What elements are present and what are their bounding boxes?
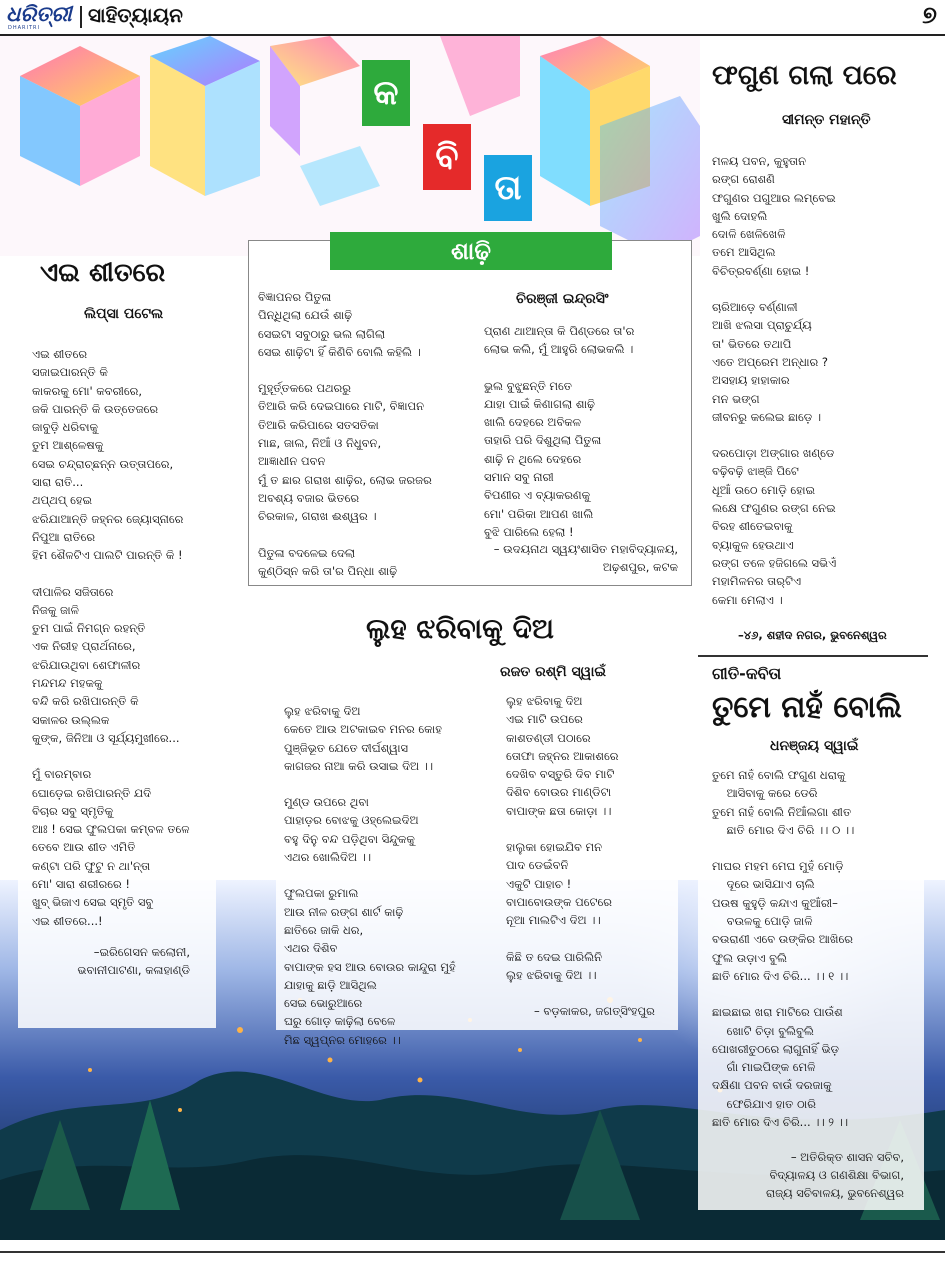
poem-line: ପୁଞ୍ଜିଭୂତ ଯେତେ ଦୀର୍ଘଶ୍ୱାସ <box>284 740 408 755</box>
poem-line: ପିନ୍ଧିଥିଲା ଯେଉଁ ଶାଢ଼ି <box>258 308 353 323</box>
poem-line: ବିପଣୀର ଏ ବ୍ୟାକରଣକୁ <box>484 488 591 503</box>
poem-line: କେତେ ଆଉ ଅଟକାଇବ ମନର କୋହ <box>284 722 442 737</box>
poem-line: ଧୂଆଁ ଉଠେ ମୋଡ଼ି ହୋଇ <box>712 482 816 497</box>
poem-line: ଝରିଯାଉଥିବା ଶେଫାଳୀର <box>32 657 141 672</box>
poem-line: ମାଛ, ଜାଲ, ନିଆଁ ଓ ନିଧୁବନ, <box>258 436 382 451</box>
poem-line: ବିଜ୍ଞାପନର ପିତୁଳା <box>258 290 332 304</box>
poem-line: ଦିଶିବ ବୋଉର ମାଣ୍ଡିଟା <box>506 785 612 800</box>
stanza <box>32 345 190 565</box>
poem-line: ଜାବୁଡ଼ି ଧରିବାକୁ <box>32 420 99 435</box>
poem-shadi-author: ଚିରଞ୍ଜୀ ଇନ୍ଦ୍ରସିଂ <box>516 291 609 307</box>
poem-line: ଖାଲି ଦେହରେ ଅବିକଳ <box>484 415 582 430</box>
poem-line: ଆଜ୍ଞାଧୀନ ପବନ <box>258 454 326 469</box>
stanza <box>712 444 836 609</box>
poem-line: ଖୁଲି ଦୋହଲି <box>712 208 768 223</box>
poem-luha-title: ଲୁହ ଝରିବାକୁ ଦିଅ <box>366 612 554 645</box>
stanza <box>712 152 836 280</box>
poem-line: ଦୀପାଳିର ସଜିତାରେ <box>32 584 114 599</box>
poem-line: ଜକି ପାରନ୍ତି କି ଉତ୍ତେଜରେ <box>32 401 159 416</box>
poem-line: ନୂଆ ମାଲଟିଏ ଦିଅ ।। <box>506 913 601 928</box>
poem-line: ସେଇ ଶାଢ଼ିଟା ହିଁ କିଣିବି ବୋଲି କହିଲି । <box>258 344 421 359</box>
newspaper-logo-subtitle: DHARITRI <box>8 25 40 31</box>
poem-line: ପାହାଡ଼ର ବୋଝକୁ ଓହ୍ଲେଇଦିଅ <box>284 813 419 828</box>
poem-line: ତେବେ ଆଉ ଶୀତ ଏମିତି <box>32 840 136 855</box>
stanza <box>484 322 634 359</box>
poem-line: ତୁମ ଆଶ୍ଳେଷକୁ <box>32 438 104 453</box>
poem-line: ବାପାଙ୍କ ଛତା କୋଡ଼ା ।। <box>506 803 612 818</box>
address-line: –ଇରିଗେସନ କଲୋନୀ, <box>93 945 190 959</box>
poem-line: ଏତେ ଅପ୍ରେମ ଅନ୍ଧାର ? <box>712 354 828 369</box>
poem-line: ଏଇ ଶୀତରେ...! <box>32 913 103 928</box>
poem-line: ଯାହା ପାଇଁ କିଣାଗଲା ଶାଢ଼ି <box>484 396 595 411</box>
poem-line: ଛାତି ମୋର ଦିଏ ଚିରି ।। ୦ ।। <box>712 822 855 837</box>
poem-left-address <box>40 943 190 979</box>
address-line: – ଅତିରିକ୍ତ ଶାସନ ସଚିବ, <box>790 1150 904 1164</box>
poem-line: କୁଣ୍ଠିସ୍ନ କରି ତା'ର ପିନ୍ଧା ଶାଢ଼ି <box>258 563 398 578</box>
poem-left-title: ଏଇ ଶୀତରେ <box>40 258 166 288</box>
poem-line: କାକରକୁ ମୋ' କବରୀରେ, <box>32 383 142 398</box>
poem-line: କାଶତଣ୍ଡୀ ପଠାରେ <box>506 730 591 745</box>
poem-line: କଣ୍ଟା ପରି ଫୁଟୁ ନ ଥା'ନ୍ତା <box>32 858 151 873</box>
poem-line: ଲୁହ ଝରିବାକୁ ଦିଅ <box>506 694 583 708</box>
section-divider <box>698 655 928 657</box>
poem-line: କିଛି ତ ଦେଇ ପାରିଲିନି <box>506 949 603 964</box>
poem-line: ବୁଝି ପାରିଲେ ହେଲା ! <box>484 524 574 539</box>
poem-line: ବିଚିତ୍ରବର୍ଣ୍ଣା ହୋଇ ! <box>712 263 810 278</box>
poem-left-author: ଲିପ୍‌ସା ପଟେଲ <box>84 306 164 322</box>
poem-line: ଆଖି ଝଲସା ପ୍ରାଚୁର୍ଯ୍ୟ <box>712 318 812 333</box>
poem-phaguna-address: –୪୬, ଶହୀଦ ନଗର, ଭୁବନେଶ୍ୱର <box>738 628 887 642</box>
newspaper-logo: ଧରିତ୍ରୀ <box>6 2 72 26</box>
poem-luha-column-2 <box>506 692 618 984</box>
poem-line: ପୋଖରୀତୁଠରେ ଲାଗୁନାହିଁ ଭିଡ଼ <box>712 1041 840 1056</box>
poem-line: କାଗଜର ନାଆ କରି ଉସାଇ ଦିଅ ।। <box>284 758 434 773</box>
poem-line: ବାପାଙ୍କ ହସ ଆଉ ବୋଉର କାନ୍ଦୁରା ମୁହଁ <box>284 959 456 974</box>
poem-line: ମନ ଭଙ୍ଗ <box>712 391 760 406</box>
stanza <box>258 544 432 581</box>
poem-line: ଝରିଯାଆନ୍ତି ଜହ୍ନର ଜ୍ୟୋସ୍ନାରେ <box>32 511 184 526</box>
poem-line: ଥପ୍‌ଥପ୍ ହେଇ <box>32 493 93 508</box>
kabita-badge-3: ତା <box>484 155 532 221</box>
poem-line: ଛାତିରେ ଜାକି ଧର, <box>284 922 364 937</box>
poem-line: ଫୁଲ ଉଡ଼ାଏ ବୁଲି <box>712 950 788 965</box>
stanza <box>284 702 456 775</box>
poem-line: ଆଉ ନୀଳ ରଙ୍ଗ ଶାର୍ଟ କାଢ଼ି <box>284 904 404 919</box>
poem-line: ଛାଇଛାଇ ଖରା ମାଟିରେ ପାଉଁଶ <box>712 1005 843 1020</box>
poem-line: ଲୋଭ କଲି, ମୁଁ ଆହୁରି ଲୋଭକଲି । <box>484 342 634 357</box>
poem-line: ଲୁହ ଝରିବାକୁ ଦିଅ ।। <box>506 967 597 982</box>
poem-line: କେମା ମେଲାଏ । <box>712 592 783 607</box>
kabita-badge-2: ବି <box>423 124 471 190</box>
stanza <box>258 379 432 525</box>
poem-tume-body <box>712 766 854 1131</box>
poem-line: ତିଆରି କରି ଦେଇପାରେ ମାଟି, ବିଜ୍ଞାପନ <box>258 399 425 414</box>
poem-line: ଅସହାୟ ହାହାକାର <box>712 373 790 388</box>
poem-line: ଛାତି ମୋର ଦିଏ ଚିରି... ।। ୧ ।। <box>712 968 849 983</box>
poem-line: ସଜାଇପାରନ୍ତି କି <box>32 365 108 380</box>
stanza <box>32 583 190 748</box>
address-line: ବିଦ୍ୟାଳୟ ଓ ଗଣଶିକ୍ଷା ବିଭାଗ, <box>769 1168 904 1182</box>
poem-line: କୁଙ୍କ, ଜିନିଆ ଓ ସୂର୍ଯ୍ୟମୁଖୀରେ... <box>32 730 180 745</box>
poem-line: ବଉରାଣୀ ଏବେ ଉଙ୍କିର ଆଖିରେ <box>712 932 853 947</box>
poem-shadi-address <box>470 540 678 576</box>
poem-tume-title: ତୁମେ ନାହଁ ବୋଲି <box>712 690 902 725</box>
poem-line: ପ୍ରାଣ ଥାଆନ୍ତା କି ପିଣ୍ଡରେ ତା'ର <box>484 324 635 338</box>
poem-line: ସମାନ ସବୁ ନାରୀ <box>484 470 554 485</box>
poem-line: ଗାଁ ମାଇପିଙ୍କ ମେଳି <box>712 1060 816 1075</box>
poem-line: ତୁମ ପାଇଁ ନିମଗ୍ନ ରହନ୍ତି <box>32 621 146 636</box>
poem-line: ଆଃ ! ସେଇ ଫୁଲପକା କମ୍ବଳ ତଳେ <box>32 822 190 837</box>
poem-line: ଜୀବନରୁ କଲେଇ ଛାଡ଼େ । <box>712 409 822 424</box>
poem-line: ସେଇଟା ସବୁଠାରୁ ଭଲ ଲାଗିଲା <box>258 326 386 341</box>
poem-line: ରଙ୍ଗ ରୋଶଣି <box>712 172 775 187</box>
poem-line: ଏଇ ମାଟି ଉପରେ <box>506 712 583 727</box>
stanza <box>712 298 836 426</box>
poem-line: ଫେରିଯାଏ ହାତ ଠାରି <box>712 1096 816 1111</box>
poem-line: ତିଆରି କରିପାରେ ସତସତିକା <box>258 417 379 432</box>
stanza <box>712 766 854 839</box>
header-divider <box>80 6 82 28</box>
stanza <box>284 884 456 1049</box>
section-title: ସାହିତ୍ୟାୟନ <box>88 3 183 27</box>
poem-line: ଏଥର ଦିଶିବ <box>284 941 338 956</box>
poem-line: ତୁମେ ନାହଁ ବୋଲି ନିଆଁଲଗା ଶୀତ <box>712 804 852 819</box>
stanza <box>32 765 190 930</box>
poem-line: ଏଥର ଖୋଲିଦିଅ ।। <box>284 850 372 865</box>
poem-line: ରଙ୍ଗ ତଳେ ହଜିଗଲେ ସଭିଏଁ <box>712 555 837 570</box>
poem-line: ମୁହୂର୍ତ୍ତକରେ ପଥରରୁ <box>258 381 351 396</box>
page-header <box>0 0 945 36</box>
address-line: ଅଢ଼ଶପୁର, କଟକ <box>602 560 678 574</box>
stanza <box>484 377 634 542</box>
poem-line: ବିରହ ଶୀତେଇବାକୁ <box>712 519 793 534</box>
poem-line: ନିଜକୁ ଜାଳି <box>32 602 79 617</box>
poem-line: ଫୁଲପକା ରୁମାଲ <box>284 886 359 901</box>
kabita-badge-1: କ <box>362 60 410 126</box>
poem-line: ଘୋଡ଼େଇ ରଖିପାରନ୍ତି ଯଦି <box>32 785 152 800</box>
poem-line: ଏକ ନିରୀହ ପ୍ରାର୍ଥନାରେ, <box>32 639 136 654</box>
poem-line: ଏକୁଟି ପାହାଚ ! <box>506 876 572 891</box>
poem-line: ବିଚାର ସବୁ ସ୍ମୃତିକୁ <box>32 803 114 818</box>
poem-line: ସାରା ରାତି... <box>32 475 84 490</box>
poem-phaguna-title: ଫଗୁଣ ଗଲା ପରେ <box>712 60 897 91</box>
poem-line: ଅବଶ୍ୟ ବଜାର ଭିତରେ <box>258 490 360 505</box>
stanza <box>506 692 618 820</box>
poem-line: ଏଇ ଶୀତରେ <box>32 347 88 361</box>
stanza <box>284 793 456 866</box>
poem-line: ପିତୁଳା ବଦଳେଇ ଦେଲା <box>258 545 356 560</box>
poem-luha-address: – ବଡ଼କାକର, ଜଗତ୍‌ସିଂହପୁର <box>534 1004 655 1018</box>
poem-line: ବନ୍ଦି କରି ରଖିପାରନ୍ତି କି <box>32 694 139 709</box>
page-bottom-rule <box>0 1251 945 1263</box>
poem-line: ତାହାରି ପରି ଦିଶୁଥିଲା ପିତୁଳା <box>484 433 602 448</box>
poem-line: ଭୁଲ ବୁଝୁଛନ୍ତି ମତେ <box>484 378 572 393</box>
poem-tume-kicker: ଗୀତି-କବିତା <box>712 664 782 683</box>
poem-line: ଚାରିଆଡ଼େ ବର୍ଣ୍ଣାଳୀ <box>712 300 798 315</box>
poem-line: ଦରପୋଡ଼ା ଅଙ୍ଗାର ଖଣ୍ଡେ <box>712 446 835 461</box>
poem-line: ମହାମିଳନର ତାର୍‌ଟିଏ <box>712 574 802 589</box>
poem-line: ଶାଢ଼ି ନ ଥିଲେ ଦେହରେ <box>484 451 582 466</box>
poem-line: ହାଲୁକା ହୋଇଯିବ ମନ <box>506 840 603 855</box>
poem-line: ଦୋଳି ଖେଳିଖେଳି <box>712 227 786 242</box>
poem-line: ଯାହାକୁ ଛାଡ଼ି ଆସିଥିଲ <box>284 977 377 992</box>
stanza <box>506 838 618 929</box>
stanza <box>712 1003 854 1131</box>
poem-line: ଲୁହ ଝରିବାକୁ ଦିଅ <box>284 704 361 718</box>
poem-line: ହିମ ଶୈଳଟିଏ ପାଲଟି ପାରନ୍ତି କି ! <box>32 548 183 563</box>
poem-left-body <box>32 345 190 930</box>
poem-line: ଛାତି ମୋର ଦିଏ ଚିରି... ।। ୨ ।। <box>712 1115 849 1130</box>
poem-line: ମୁଁ ବାରମ୍ବାର <box>32 767 92 782</box>
poem-line: ସକାଳର ଉଲ୍ଲକ <box>32 712 110 727</box>
decorative-cubes-art <box>0 36 700 256</box>
poem-line: ତୋଫା ଜହ୍ନର ଆକାଶରେ <box>506 748 619 763</box>
stanza <box>712 857 854 985</box>
poem-line: ସେଇ ଭୋରୁଆରେ <box>284 996 363 1011</box>
poem-line: ବ୍ୟାକୁଳ ହେଉଥାଏ <box>712 537 794 552</box>
poem-tume-address <box>718 1148 904 1202</box>
poem-line: ଦୂରେ ଭାସିଯାଏ ଚାଲି <box>712 877 815 892</box>
poem-tume-author: ଧନଞ୍ଜୟ ସ୍ୱାଇଁ <box>770 738 859 754</box>
poem-line: ନିପୁଆ ରାତିରେ <box>32 529 96 544</box>
poem-phaguna-author: ସୀମନ୍ତ ମହାନ୍ତି <box>782 112 871 128</box>
poem-shadi-column-1 <box>258 288 432 580</box>
poem-line: ଖୋଟି ଚିଡ଼ା ବୁଲିବୁଲି <box>712 1023 814 1038</box>
poem-shadi-title: ଶାଢ଼ି <box>330 232 612 270</box>
poem-line: ବାପାବୋଉଙ୍କ ପଟେରେ <box>506 894 612 909</box>
poem-luha-column-1 <box>284 702 456 1049</box>
poem-phaguna-body <box>712 152 836 609</box>
stanza <box>258 288 432 361</box>
poem-line: ଚିରକାଳ, ଗରାଖ ଈଶ୍ୱର । <box>258 509 377 524</box>
poem-line: ତା' ଭିତରେ ତଥାପି <box>712 336 792 351</box>
address-line: – ଉଦୟନାଥ ସ୍ୱୟଂଶାସିତ ମହାବିଦ୍ୟାଳୟ, <box>493 542 678 556</box>
stanza <box>506 948 618 985</box>
poem-line: ବଉଳକୁ ପୋଡ଼ି ଜାଳି <box>712 914 813 929</box>
poem-luha-author: ରଜତ ରଶ୍ମି ସ୍ୱାଇଁ <box>500 664 607 680</box>
poem-line: ମୋ' ସାରା ଶରୀରରେ ! <box>32 877 130 892</box>
poem-line: ଫଗୁଣର ପଗୁଆର ଲମ୍ବେଇ <box>712 190 836 205</box>
poem-line: ଆସିବାକୁ କରେ ଡେରି <box>712 786 818 801</box>
poem-line: ତୁମେ ନାହଁ ବୋଲି ଫଗୁଣ ଧରାକୁ <box>712 768 846 782</box>
poem-line: ମଳୟ ପବନ, କୁହୁତାନ <box>712 154 806 168</box>
poem-line: ଲକ୍ଷେ ଫଗୁଣର ରଙ୍ଗ ନେଇ <box>712 501 836 516</box>
address-line: ରାଜ୍ୟ ସଚିବାଳୟ, ଭୁବନେଶ୍ୱର <box>765 1186 904 1200</box>
poem-line: ମାଘର ମହମ ମେଘ ମୁହଁ ମୋଡ଼ି <box>712 859 844 874</box>
poem-line: ମୋ' ପରିକା ଆପଣ ଖାଲି <box>484 506 594 521</box>
address-line: ଭବାନୀପାଟଣା, କଳାହାଣ୍ଡି <box>77 963 190 977</box>
poem-line: ତମେ ଆସିଥିଲ <box>712 245 776 260</box>
poem-line: ମୁଣ୍ଡ ଉପରେ ଥିବା <box>284 795 369 810</box>
poem-line: ଘରୁ ଗୋଡ଼ କାଢ଼ିଲା ବେଳେ <box>284 1014 396 1029</box>
poem-line: ମନ୍ଦମନ୍ଦ ମହକକୁ <box>32 676 103 691</box>
poem-shadi-column-2 <box>484 322 634 541</box>
page-number: ୭ <box>922 1 937 29</box>
poem-line: ପଉଷ କୁହୁଡ଼ି କନ୍ଦାଏ କୁଆଁରୀ– <box>712 895 838 910</box>
poem-line: ବହୁ ଦିନୁ ବନ୍ଦ ପଡ଼ିଥିବା ସିନ୍ଦୁକକୁ <box>284 831 415 846</box>
poem-line: ବଢ଼ିବଢ଼ି ଝାଞ୍ଜି ପିଟେ <box>712 464 799 479</box>
poem-line: ମିଛ ସ୍ୱପ୍ନର ମୋହରେ ।। <box>284 1032 401 1047</box>
poem-line: ଦେଖିବ ବସ୍ତୁରି ଦିବ ମାଟି <box>506 767 615 782</box>
poem-line: ଦକ୍ଷିଣା ପବନ ବାଉଁ ଦରଜାକୁ <box>712 1078 832 1093</box>
poem-line: ପାଦ ଡେଇଁବନି <box>506 858 569 873</box>
poem-line: ଖୁବ୍ ଭିଜାଏ ସେଇ ସ୍ମୃତି ସବୁ <box>32 895 154 910</box>
poem-line: ସେଇ ଚନ୍ଦ୍ରାଚ୍ଛନ୍ନ ଉତ୍ତାପରେ, <box>32 456 174 471</box>
poem-line: ମୁଁ ତ ଛାର ଗରାଖ ଶାଢ଼ିର, ଲୋଭ ଜରଜର <box>258 472 432 487</box>
